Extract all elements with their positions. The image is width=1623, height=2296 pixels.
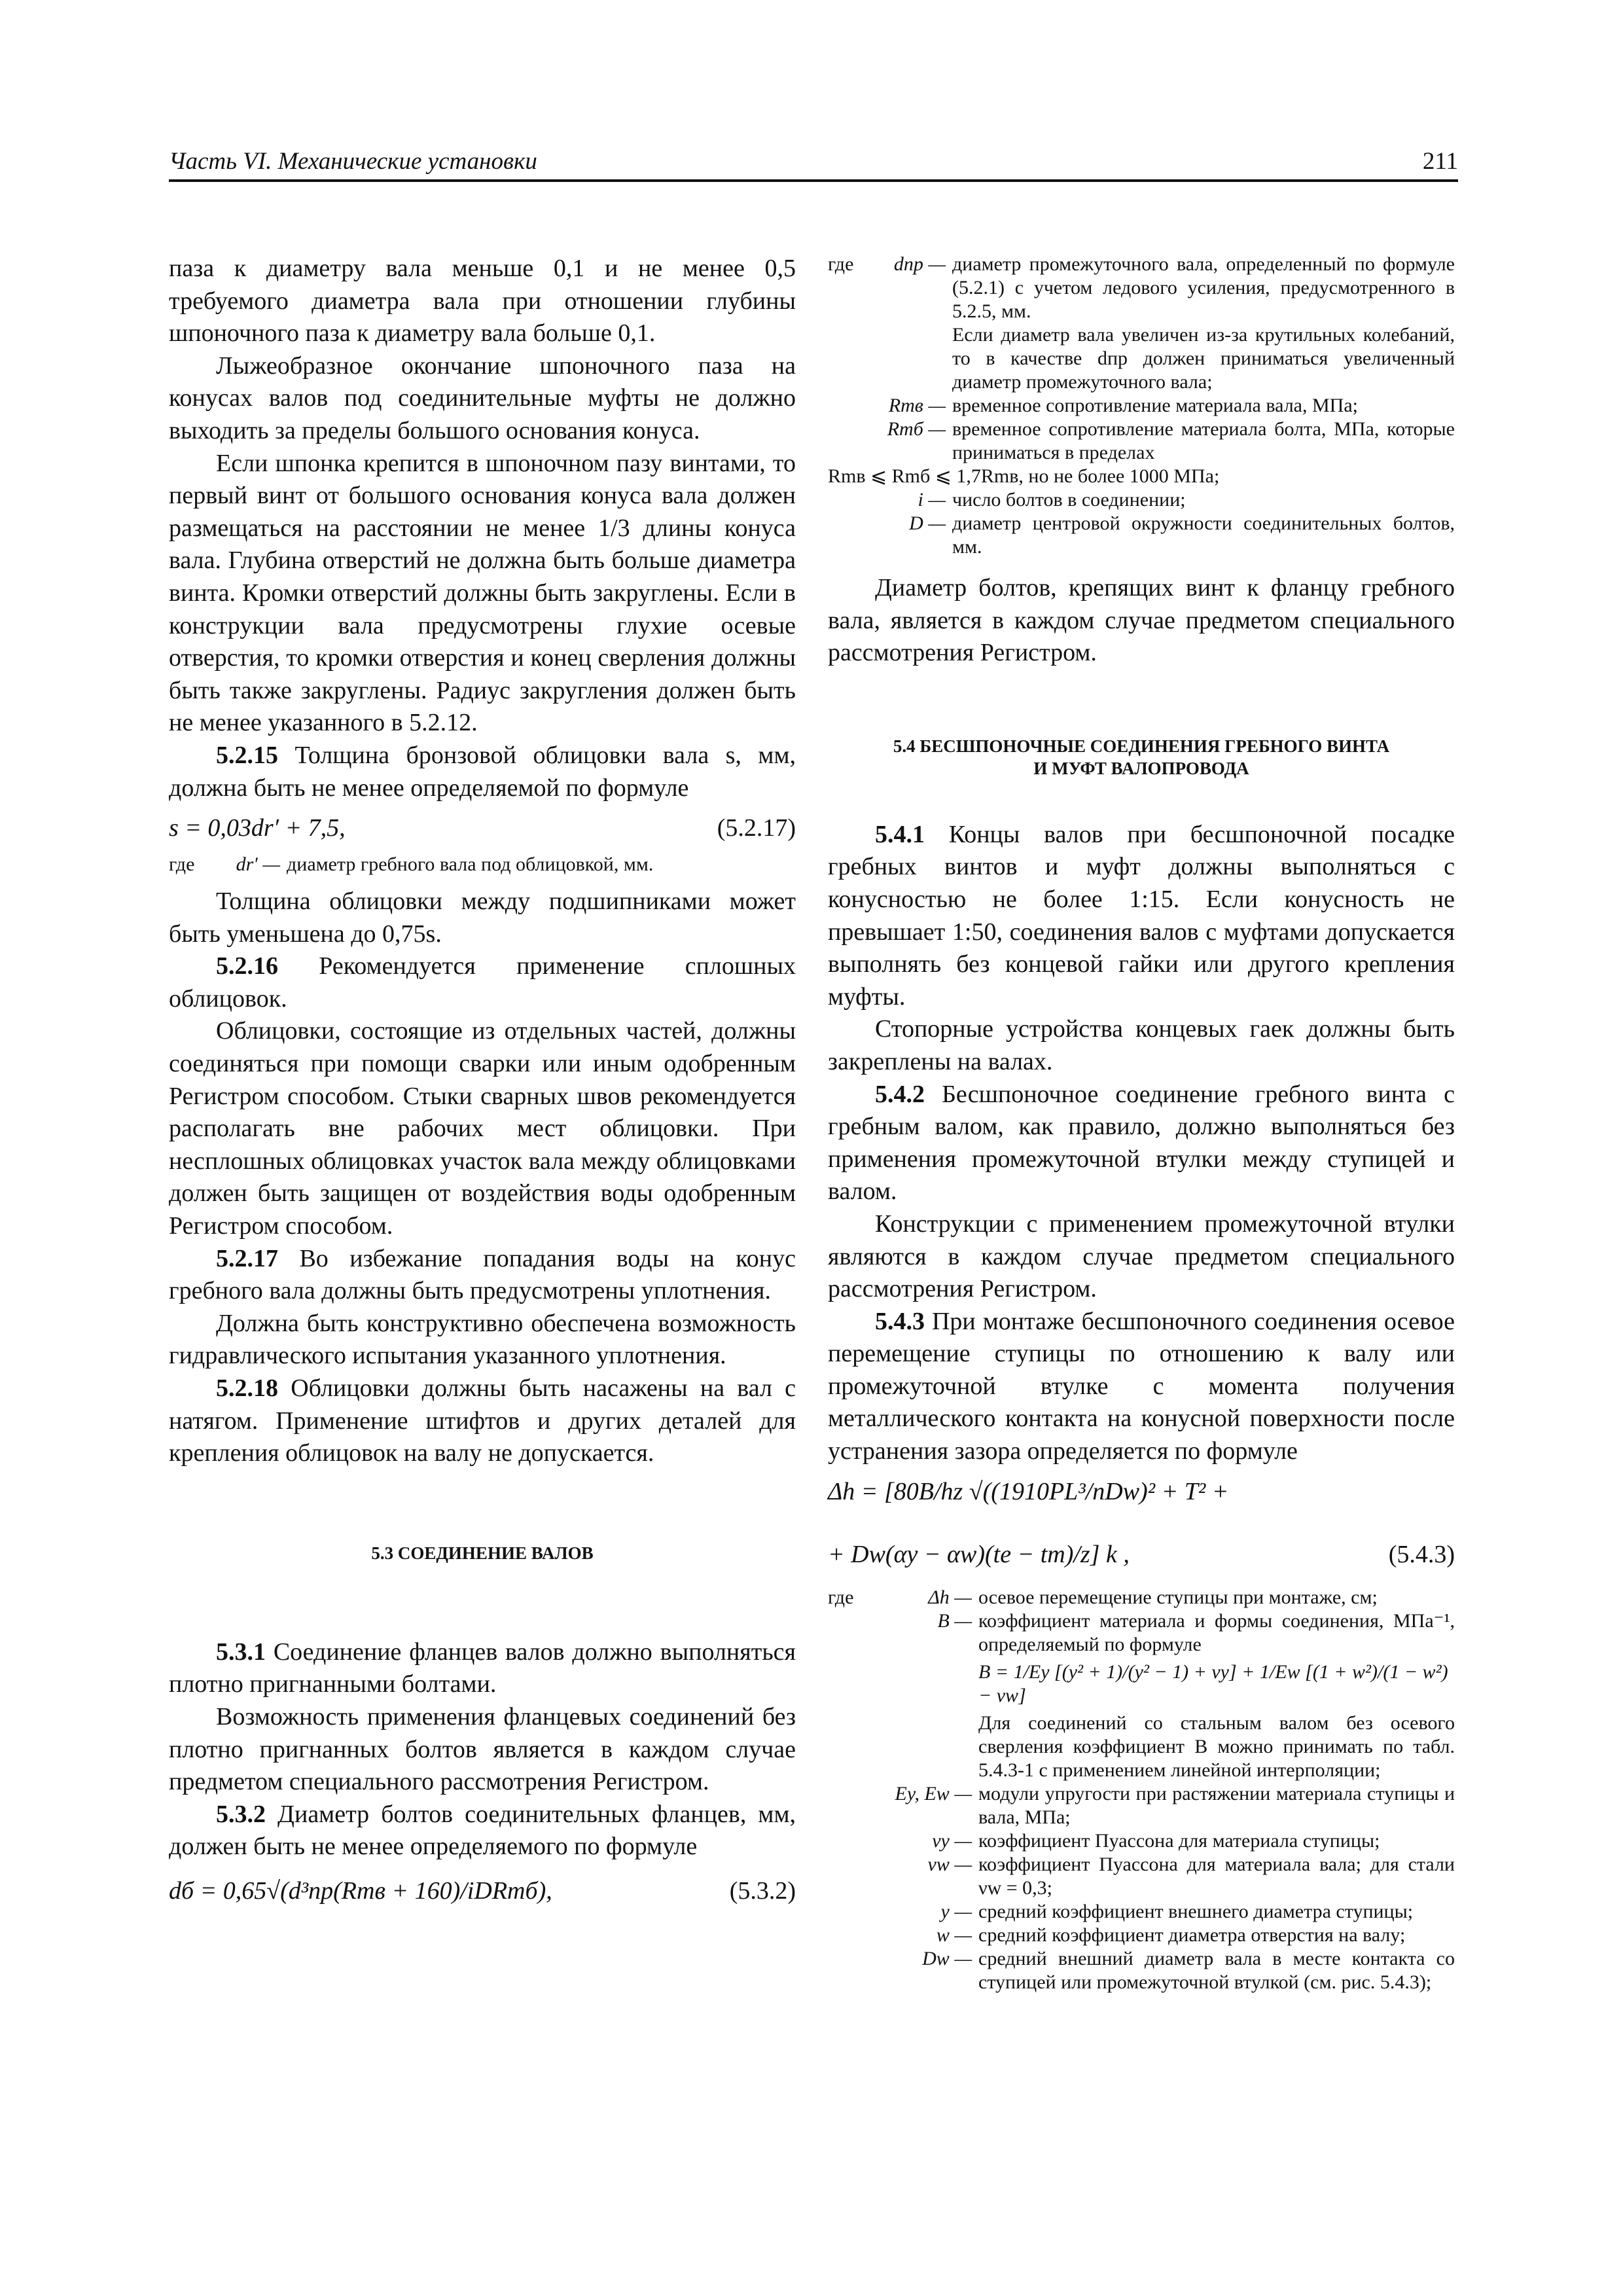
formula-number: (5.2.17) <box>717 814 796 842</box>
paragraph: Если шпонка крепится в шпоночном пазу винтами, то первый винт от большого основания конуса вала должен размещаться на расстоянии не менее 1/3 длины конуса вала. Глубина отверстий не должна быть больше диаметра винта. Кромки отверстий должны быть закруглены. Если в конструкции вала предусмотрены глухие осевые отверстия, то кромки отверстия и конец сверления должны быть также закруглены. Радиус закругления должен быть не менее указанного в 5.2.12. <box>169 449 796 737</box>
symbol: w — <box>936 1924 972 1946</box>
symbol-description: средний коэффициент внешнего диаметра ступицы; <box>978 1900 1414 1922</box>
running-header <box>169 143 1458 182</box>
clause-5-4-3 <box>828 1306 1455 1468</box>
where-word: где <box>828 253 854 275</box>
symbol-description: средний внешний диаметр вала в месте контакта со ступицей или промежуточной втулкой (см. рис. 5.4.3); <box>978 1947 1455 1993</box>
symbol-description: средний коэффициент диаметра отверстия на валу; <box>978 1924 1406 1946</box>
paragraph: Облицовки, состоящие из отдельных частей, должны соединяться при помощи сварки или иным одобренным Регистром способом. Стыки сварных швов рекомендуется располагать вне рабочих мест облицовки. При несплошных облицовках участок вала между облицовками должен быть защищен от воздействия воды одобренным Регистром способом. <box>169 1017 796 1240</box>
paragraph: Стопорные устройства концевых гаек должны быть закреплены на валах. <box>828 1015 1455 1075</box>
where-word: где <box>828 1586 854 1608</box>
symbol-description: осевое перемещение ступицы при монтаже, см; <box>978 1586 1378 1608</box>
symbol: νy — <box>932 1829 972 1852</box>
clause-number: 5.4.2 <box>875 1080 925 1108</box>
where-word: где <box>169 853 195 876</box>
symbol: Ey, Ew — <box>895 1782 972 1804</box>
clause-5-3-1 <box>169 1636 796 1701</box>
symbol-description: модули упругости при растяжении материала ступицы и вала, МПа; <box>978 1782 1455 1828</box>
symbol-note: Для соединений со стальным валом без осевого сверления коэффициент B можно принимать по табл. 5.4.3-1 с применением линейной интерполяции; <box>978 1712 1455 1781</box>
clause-number: 5.2.18 <box>216 1374 278 1402</box>
symbol: Dw — <box>922 1947 972 1969</box>
symbol: Δh — <box>928 1586 972 1608</box>
formula-body: Δh = [80B/hz √((1910PL³/nDw)² + T² + <box>828 1477 1229 1505</box>
formula-5-2-17 <box>169 810 796 846</box>
symbol: i — <box>918 489 946 511</box>
clause-5-2-15 <box>169 740 796 804</box>
where-block-continued <box>828 488 1455 559</box>
clause-text: Бесшпоночное соединение гребного винта с гребным валом, как правило, должно выполняться без применения промежуточной втулки между ступицей и валом. <box>828 1080 1455 1206</box>
clause-text: Толщина бронзовой облицовки вала s, мм, должна быть не менее определяемой по формуле <box>169 741 796 802</box>
clause-text: При монтаже бесшпоночного соединения осевое перемещение ступицы по отношению к валу или промежуточной втулке с момента получения металлического контакта на конусной поверхности после устранения зазора определяется по формуле <box>828 1307 1455 1465</box>
formula-5-3-2 <box>169 1873 796 1909</box>
symbol-description: временное сопротивление материала вала, МПа; <box>952 395 1358 416</box>
where-block <box>169 853 796 876</box>
symbol-description: диаметр гребного вала под облицовкой, мм. <box>287 853 654 876</box>
clause-text: Концы валов при бесшпоночной посадке гребных винтов и муфт должны выполняться с конусностью не более 1:15. Если конусность не превышает 1:50, соединения валов с муфтами допускается выполнять без концевой гайки или другого крепления муфты. <box>828 820 1455 1011</box>
symbol-description: коэффициент Пуассона для материала ступицы; <box>978 1829 1380 1852</box>
symbol-description: число болтов в соединении; <box>952 489 1186 511</box>
header-title: Часть VI. Механические установки <box>169 148 537 175</box>
heading-line: И МУФТ ВАЛОПРОВОДА <box>1033 758 1249 778</box>
symbol: dr′ — <box>236 853 280 876</box>
clause-text: Рекомендуется применение сплошных облицовок. <box>169 952 796 1013</box>
formula-5-4-3-line2 <box>828 1536 1455 1573</box>
where-block <box>828 1586 1455 1994</box>
symbol: Rmб — <box>887 418 946 440</box>
right-column <box>828 253 1455 1994</box>
symbol-description: временное сопротивление материала болта, МПа, которые приниматься в пределах <box>952 418 1455 463</box>
clause-number: 5.2.15 <box>216 741 278 769</box>
clause-text: Во избежание попадания воды на конус гребного вала должны быть предусмотрены уплотнения. <box>169 1244 796 1305</box>
symbol-note: Если диаметр вала увеличен из-за крутильных колебаний, то в качестве dпр должен приниматься увеличенный диаметр промежуточного вала; <box>952 324 1455 393</box>
clause-5-4-1 <box>828 819 1455 1014</box>
clause-number: 5.2.17 <box>216 1244 278 1272</box>
formula-B: B = 1/Ey [(y² + 1)/(y² − 1) + νy] + 1/Ew [(1 + w²)/(1 − w²) − νw] <box>978 1660 1448 1706</box>
heading-line: 5.4 БЕСШПОНОЧНЫЕ СОЕДИНЕНИЯ ГРЕБНОГО ВИНТА <box>893 736 1390 756</box>
clause-text: Диаметр болтов соединительных фланцев, мм, должен быть не менее определяемого по формуле <box>169 1800 796 1861</box>
symbol: D — <box>909 512 946 534</box>
range-line <box>828 465 1455 488</box>
symbol: Rmв — <box>888 395 946 416</box>
clause-5-4-2 <box>828 1079 1455 1208</box>
clause-text: Соединение фланцев валов должно выполняться плотно пригнанными болтами. <box>169 1638 796 1698</box>
clause-text: Облицовки должны быть насажены на вал с натягом. Применение штифтов и других деталей для крепления облицовок на валу не допускается. <box>169 1374 796 1467</box>
formula-body: + Dw(αy − αw)(te − tm)/z] k , <box>828 1540 1130 1568</box>
symbol: y — <box>940 1900 972 1922</box>
symbol-description: коэффициент Пуассона для материала вала; для стали νw = 0,3; <box>978 1853 1455 1899</box>
symbol-description: коэффициент материала и формы соединения, МПа⁻¹, определяемый по формуле <box>978 1609 1455 1655</box>
symbol-description: диаметр центровой окружности соединительных болтов, мм. <box>952 512 1455 558</box>
paragraph: паза к диаметру вала меньше 0,1 и не менее 0,5 требуемого диаметра вала при отношении глубины шпоночного паза к диаметру вала больше 0,1. <box>169 255 796 348</box>
formula-body: dб = 0,65√(d³пр(Rmв + 160)/iDRmб), <box>169 1876 552 1905</box>
paragraph: Толщина облицовки между подшипниками может быть уменьшена до 0,75s. <box>169 888 796 948</box>
formula-number: (5.3.2) <box>729 1876 796 1905</box>
paragraph: Должна быть конструктивно обеспечена возможность гидравлического испытания указанного уплотнения. <box>169 1309 796 1370</box>
symbol: B — <box>937 1609 972 1632</box>
clause-5-3-2 <box>169 1799 796 1863</box>
clause-5-2-16 <box>169 950 796 1015</box>
formula-number: (5.4.3) <box>1388 1540 1455 1568</box>
paragraph: Возможность применения фланцевых соединений без плотно пригнанных болтов является в каждом случае предметом специального рассмотрения Регистром. <box>169 1702 796 1796</box>
clause-number: 5.2.16 <box>216 952 278 980</box>
paragraph: Конструкции с применением промежуточной втулки являются в каждом случае предметом специального рассмотрения Регистром. <box>828 1210 1455 1303</box>
clause-number: 5.3.2 <box>216 1800 266 1828</box>
section-heading-5-3: 5.3 СОЕДИНЕНИЕ ВАЛОВ <box>371 1543 594 1563</box>
page-number: 211 <box>1422 148 1458 175</box>
section-heading-5-4 <box>828 735 1455 780</box>
paragraph: Лыжеобразное окончание шпоночного паза на конусах валов под соединительные муфты не должно выходить за пределы большого основания конуса. <box>169 351 796 444</box>
symbol: dпр — <box>893 253 946 275</box>
symbol: νw — <box>927 1853 972 1875</box>
symbol-description: диаметр промежуточного вала, определенный по формуле (5.2.1) с учетом ледового усиления, предусмотренного в 5.2.5, мм. <box>952 253 1455 322</box>
clause-5-2-17 <box>169 1243 796 1308</box>
where-block <box>828 253 1455 465</box>
clause-5-2-18 <box>169 1372 796 1470</box>
left-column <box>169 253 796 1909</box>
clause-number: 5.4.1 <box>875 820 925 848</box>
clause-number: 5.3.1 <box>216 1638 266 1666</box>
paragraph: Диаметр болтов, крепящих винт к фланцу гребного вала, является в каждом случае предметом специального рассмотрения Регистром. <box>828 574 1455 667</box>
clause-number: 5.4.3 <box>875 1307 925 1335</box>
formula-5-4-3-line1 <box>828 1473 1455 1510</box>
formula-body: s = 0,03dr′ + 7,5, <box>169 814 346 842</box>
range-condition: Rmв ⩽ Rmб ⩽ 1,7Rmв, но не более 1000 МПа; <box>828 465 1220 487</box>
